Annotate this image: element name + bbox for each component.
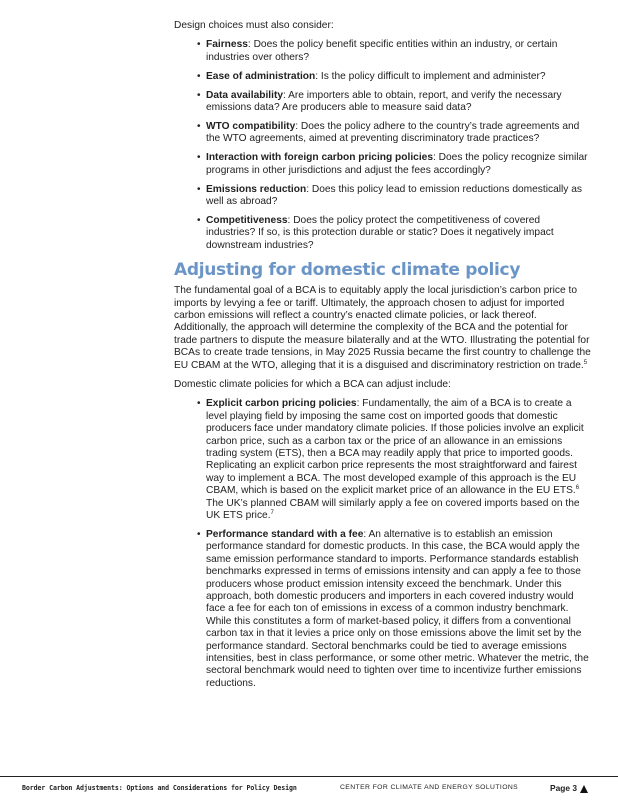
list-item (174, 152, 592, 177)
list-item-text: : Does the policy benefit specific entities within an industry, or certain industries over others? (206, 39, 558, 63)
list-item-text: : Does this policy lead to emission reductions domestically as well as abroad? (206, 183, 582, 207)
list-item-text: : Does the policy protect the competitiveness of covered industries? If so, is this protection durable or static? Does it negatively impact downstream industries? (206, 214, 554, 251)
list-item-term: Ease of administration (206, 70, 316, 82)
list-item-term: Data availability (206, 89, 284, 101)
list-item (174, 398, 592, 522)
section-heading: Adjusting for domestic climate policy (174, 260, 521, 281)
list-item-text: : Does the policy adhere to the country’s trade agreements and the WTO agreements, aimed at preventing discriminatory trade practices? (206, 120, 580, 145)
footer-organization: CENTER FOR CLIMATE AND ENERGY SOLUTIONS (340, 784, 519, 791)
page-content (174, 20, 592, 698)
footnote-ref[interactable]: 6 (575, 485, 580, 492)
list-item (174, 71, 592, 83)
list-item-text: : Is the policy difficult to implement and administer? (315, 70, 546, 82)
list-item (174, 121, 592, 146)
footnote-ref[interactable]: 7 (270, 510, 274, 516)
page-number: Page 3 (550, 783, 578, 793)
considerations-intro: Design choices must also consider: (174, 20, 334, 31)
footnote-ref[interactable]: 5 (583, 359, 588, 366)
considerations-list (174, 39, 592, 252)
list-item-text: : An alternative is to establish an emission performance standard for domestic products. In this case, the BCA would apply the same emission performance standard to imports. Performance standards establish benchmarks expressed in terms of emissions intensity and can apply a fee to those producers whose product emission intensity exceed the benchmark. Under this approach, both domestic producers and importers in each covered industry would face a fee for each ton of emissions in excess of a common industry benchmark. While this constitutes a form of market-based policy, it differs from a conventional carbon tax in that it levies a price only on those emissions above the limit set by the performance standard. Sectoral benchmarks could be tied to average emissions intensities, best in class performance, or some other metric. Whatever the metric, the sectoral benchmark would need to tighten over time to incentivize further emissions reductions. (206, 528, 589, 689)
footer-document-title: Border Carbon Adjustments: Options and Considerations for Policy Design (22, 784, 297, 792)
list-item (174, 215, 592, 252)
list-item-term: Interaction with foreign carbon pricing policies (206, 152, 433, 164)
policy-list (174, 398, 592, 690)
body-paragraph: Domestic climate policies for which a BCA can adjust include: (174, 378, 451, 390)
list-item (174, 90, 592, 115)
list-item-term: Fairness (206, 39, 248, 51)
page-footer (0, 776, 618, 801)
list-item-term: Explicit carbon pricing policies (206, 398, 357, 410)
list-item-text: : Does the policy recognize similar programs in other jurisdictions and adjust the fees accordingly? (206, 152, 588, 176)
list-item-term: Performance standard with a fee (206, 528, 364, 540)
list-item (174, 184, 592, 209)
list-item-term: Competitiveness (206, 214, 288, 226)
back-to-top-icon[interactable] (580, 785, 588, 793)
list-item-text: : Fundamentally, the aim of a BCA is to create a level playing field by imposing the same cost on imported goods that domestic producers face under mandatory climate policies. If those policies involve an explicit carbon price, such as a carbon tax or the price of an allowance in an emissions trading system (ETS), then a BCA may readily apply that price to imported goods. Replicating an explicit carbon price represents the most straightforward and fairest way to implement a BCA. The most developed example of this approach is the EU CBAM, which is based on the explicit market price of an allowance in the EU ETS. (206, 398, 584, 497)
body-paragraph (174, 285, 592, 372)
paragraph-text: The fundamental goal of a BCA is to equitably apply the local jurisdiction’s carbon price to imports by levying a fee or tariff. Ultimately, the approach chosen to adjust for imported carbon emissions will reflect a country’s enacted climate policies, or lack thereof. Additionally, the approach will determine the complexity of the BCA and the potential for trade partners to dispute the measure bilaterally and at the WTO. Illustrating the potential for BCAs to create trade tensions, in May 2025 Russia became the first country to challenge the EU CBAM at the WTO, alleging that it is a disguised and discriminatory restriction on trade. (174, 285, 591, 371)
list-item (174, 39, 592, 64)
list-item-text: The UK’s planned CBAM will similarly apply a fee on covered imports based on the UK ETS price. (206, 497, 580, 521)
list-item-term: Emissions reduction (206, 183, 307, 195)
list-item-term: WTO compatibility (206, 120, 296, 132)
list-item (174, 529, 592, 690)
list-item-text: : Are importers able to obtain, report, and verify the necessary emissions data? Are producers able to measure said data? (206, 89, 562, 114)
